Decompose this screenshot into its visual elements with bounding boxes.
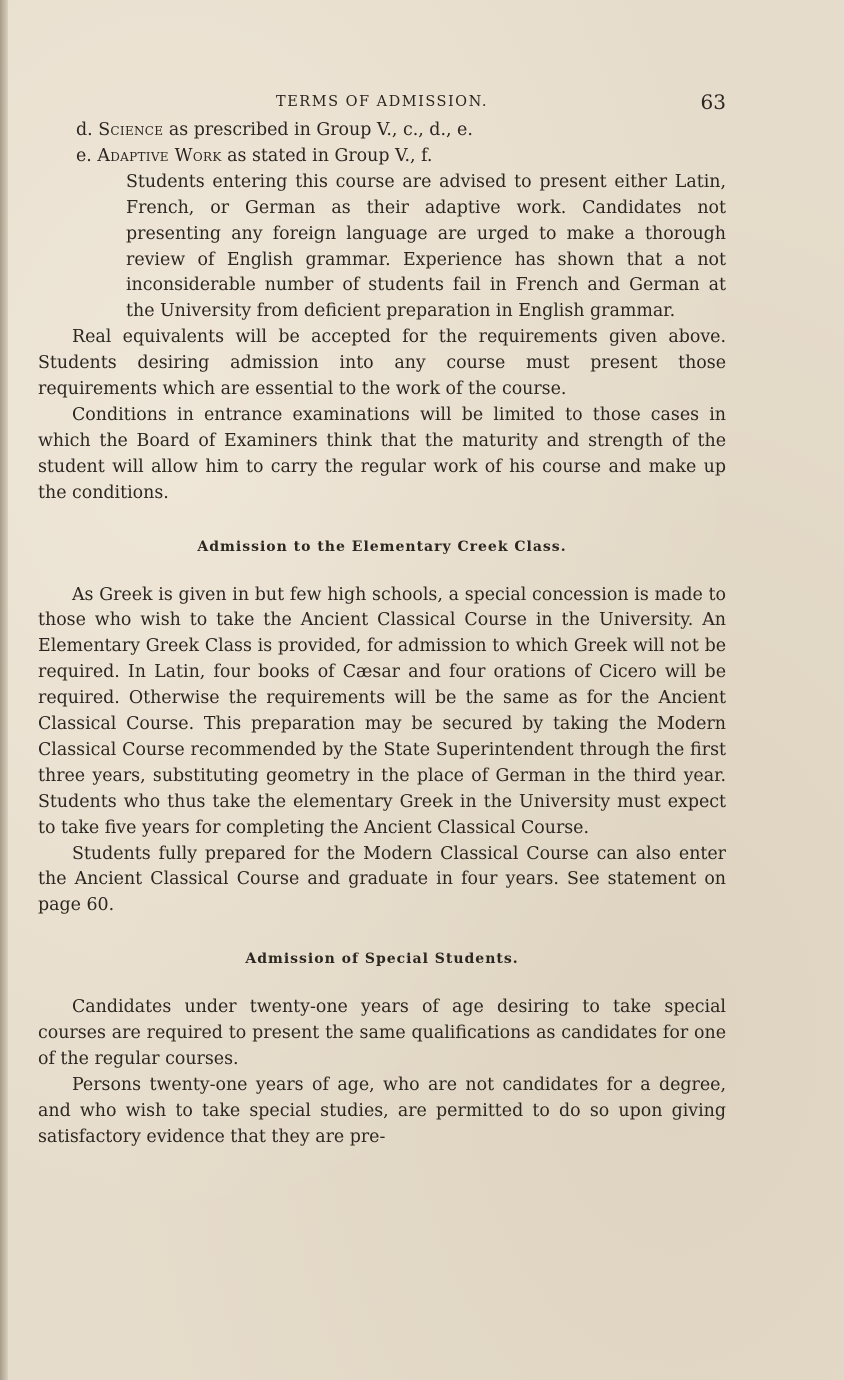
paragraph-greek-modern-classical: Students fully prepared for the Modern Classical Course can also enter the Ancient Classical Course and graduate in four years. See statement on page 60. — [38, 843, 726, 916]
list-marker: e. — [76, 145, 92, 166]
paragraph-greek-concession: As Greek is given in but few high schools, a special concession is made to those who wish to take the Ancient Classical Course in the University. An Elementary Greek Class is provided, for admission to which Greek will not be required. In Latin, four books of Cæsar and four orations of Cicero will be required. Otherwise the requirements will be the same as for the Ancient Classical Course. This preparation may be secured by taking the Modern Classical Course recommended by the State Superintendent through the first three years, substituting geometry in the place of German in the third year. Students who thus take the elementary Greek in the University must expect to take five years for completing the Ancient Classical Course. — [38, 584, 726, 838]
paragraph-special-over-21: Persons twenty-one years of age, who are not candidates for a degree, and who wish to take special studies, are permitted to do so upon giving satisfactory evidence that they are pre- — [38, 1074, 726, 1147]
body-text — [38, 118, 726, 1151]
page-number: 63 — [700, 90, 726, 114]
paragraph-special-under-21: Candidates under twenty-one years of age desiring to take special courses are required to present the same qualifications as candidates for one of the regular courses. — [38, 997, 726, 1069]
list-text: as prescribed in Group V., c., d., e. — [163, 120, 473, 140]
list-text: as stated in Group V., f. — [221, 145, 433, 166]
list-label: Science — [98, 120, 164, 140]
page-binding-edge — [0, 0, 8, 1380]
page-header — [38, 88, 726, 118]
paragraph-conditions: Conditions in entrance examinations will be limited to those cases in which the Board of Examiners think that the maturity and strength of the student will allow him to carry the regular work of his course and make up the conditions. — [38, 404, 726, 503]
document-page — [38, 88, 726, 1151]
list-item-science — [76, 118, 726, 144]
list-item-adaptive-work — [76, 144, 726, 170]
adaptive-work-note: Students entering this course are advised to present either Latin, French, or German as their adaptive work. Candidates not presenting any foreign language are urged to make a thorough review of English grammar. Experience has shown that a not inconsiderable number of students fail in French and German at the University from deficient preparation in English grammar. — [126, 171, 726, 322]
running-title: TERMS OF ADMISSION. — [276, 94, 488, 110]
list-label: Adaptive Work — [97, 145, 222, 166]
paragraph-equivalents: Real equivalents will be accepted for the requirements given above. Students desiring admission into any course must present those requirements which are essential to the work of the course. — [38, 327, 726, 400]
section-heading-elementary-greek: Admission to the Elementary Creek Class. — [197, 538, 567, 555]
list-marker: d. — [76, 120, 93, 140]
section-heading-special-students: Admission of Special Students. — [245, 951, 519, 968]
